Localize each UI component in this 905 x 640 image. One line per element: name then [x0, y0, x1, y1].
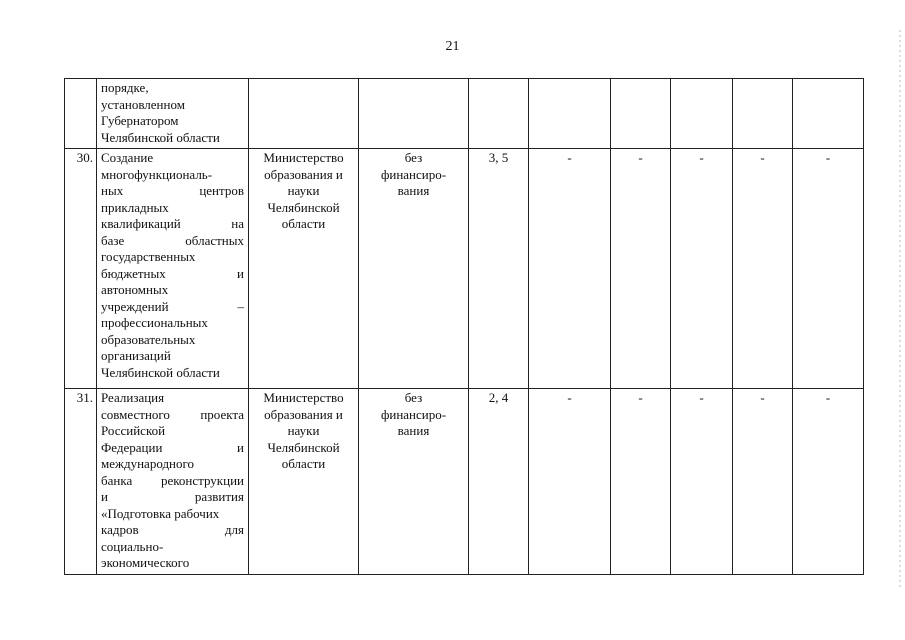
- executor-line: Министерство: [263, 150, 344, 165]
- page-number: 21: [445, 39, 460, 54]
- measure-name-line: Челябинской области: [101, 129, 220, 145]
- executor-line: Челябинской: [267, 439, 340, 455]
- measure-name-line: учреждений –: [101, 298, 244, 314]
- measure-name-line: Реализация: [101, 390, 165, 405]
- year-value-cell: -: [529, 389, 611, 575]
- scan-edge-artifact: [899, 30, 901, 590]
- measure-name-line: квалификаций на: [101, 216, 244, 231]
- financing-cell: [359, 79, 469, 149]
- measure-name-line: образовательных: [101, 331, 196, 347]
- measure-name-line: бюджетных и: [101, 265, 244, 281]
- year-value-cell: -: [793, 389, 864, 575]
- measure-name-line: социально-: [101, 538, 164, 554]
- executor-cell: [249, 79, 359, 149]
- measure-name-line: международного: [101, 456, 195, 471]
- measure-name-line: организаций: [101, 348, 171, 363]
- measure-name-line: автономных: [101, 282, 169, 297]
- year-value-cell: [671, 79, 733, 149]
- measure-name-line: Создание: [101, 150, 154, 165]
- measure-name-line: Губернатором: [101, 113, 179, 128]
- year-value-cell: -: [671, 149, 733, 389]
- financing-line: без: [404, 150, 423, 165]
- year-value-cell: -: [529, 149, 611, 389]
- year-value-cell: -: [733, 389, 793, 575]
- executor-line: области: [281, 456, 326, 471]
- year-value-cell: -: [671, 389, 733, 575]
- measure-name-line: порядке,: [101, 80, 149, 95]
- year-value-cell: -: [611, 389, 671, 575]
- measure-name-line: Челябинской области: [101, 364, 220, 380]
- table-row: [65, 79, 864, 149]
- measures-table: [64, 78, 864, 575]
- measure-name-line: ных центров: [101, 183, 244, 198]
- year-value-cell: -: [733, 149, 793, 389]
- executor-line: науки: [287, 423, 320, 438]
- executor-line: Челябинской: [267, 199, 340, 215]
- year-value-cell: -: [611, 149, 671, 389]
- year-value-cell: [529, 79, 611, 149]
- measure-name-line: Российской: [101, 423, 166, 438]
- financing-line: вания: [397, 423, 430, 438]
- measure-name: [97, 79, 249, 149]
- row-number: [65, 79, 97, 149]
- task-numbers-cell: [469, 79, 529, 149]
- year-value-cell: [793, 79, 864, 149]
- measure-name-line: «Подготовка рабочих: [101, 505, 220, 521]
- measure-name-line: прикладных: [101, 199, 169, 215]
- measure-name-line: совместного проекта: [101, 406, 244, 422]
- table-row: [65, 149, 864, 389]
- financing-cell: [359, 389, 469, 575]
- task-numbers-cell: 2, 4: [469, 389, 529, 575]
- measure-name-line: многофункциональ-: [101, 166, 213, 182]
- measure-name-line: экономического: [101, 555, 190, 570]
- executor-cell: [249, 389, 359, 575]
- measure-name: [97, 389, 249, 575]
- measure-name-line: банка реконструкции: [101, 472, 244, 488]
- executor-line: науки: [287, 183, 320, 198]
- measure-name-line: кадров для: [101, 522, 244, 537]
- row-number: 31.: [65, 389, 97, 575]
- year-value-cell: [611, 79, 671, 149]
- financing-line: вания: [397, 183, 430, 198]
- executor-line: образования и: [264, 406, 343, 422]
- measure-name-line: профессиональных: [101, 315, 208, 330]
- executor-line: образования и: [264, 166, 343, 182]
- financing-line: финансиро-: [380, 166, 447, 182]
- measure-name-line: и развития: [101, 489, 244, 504]
- executor-cell: [249, 149, 359, 389]
- row-number: 30.: [65, 149, 97, 389]
- measure-name: [97, 149, 249, 389]
- financing-line: без: [404, 390, 423, 405]
- year-value-cell: [733, 79, 793, 149]
- measure-name-line: базе областных: [101, 232, 244, 248]
- measure-name-line: государственных: [101, 249, 196, 264]
- executor-line: области: [281, 216, 326, 231]
- financing-cell: [359, 149, 469, 389]
- year-value-cell: -: [793, 149, 864, 389]
- table-row: [65, 389, 864, 575]
- financing-line: финансиро-: [380, 406, 447, 422]
- task-numbers-cell: 3, 5: [469, 149, 529, 389]
- executor-line: Министерство: [263, 390, 344, 405]
- measure-name-line: Федерации и: [101, 439, 244, 455]
- measure-name-line: установленном: [101, 96, 185, 112]
